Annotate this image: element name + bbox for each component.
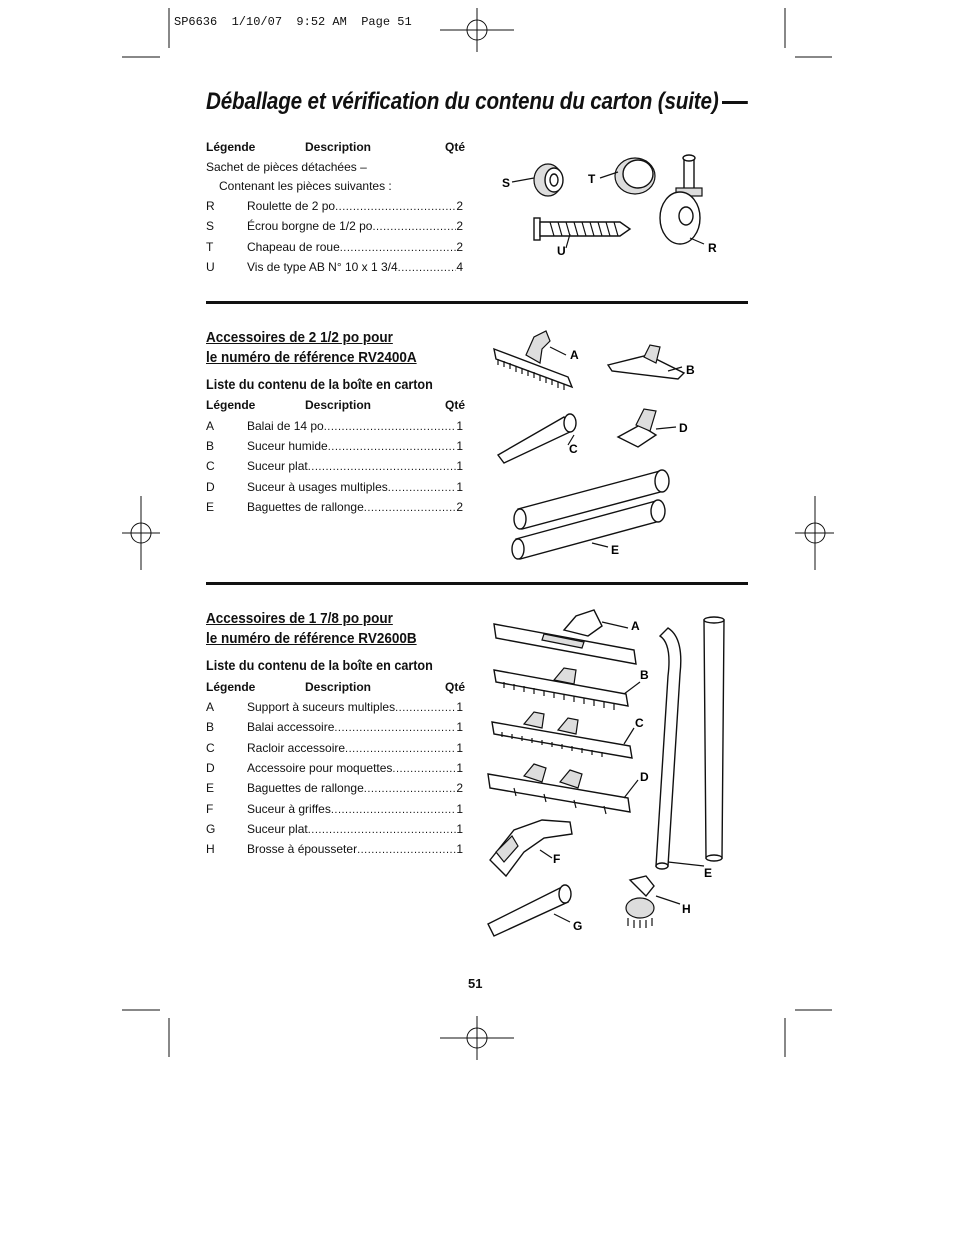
col-description: Description (305, 140, 372, 154)
item-key: T (206, 239, 214, 254)
floor-brush-icon (494, 331, 572, 390)
item-description: Racloir accessoire (247, 740, 346, 755)
label-s: S (502, 176, 511, 190)
item-key: E (206, 781, 215, 796)
item-description-line (247, 480, 463, 494)
item-description-line (247, 802, 463, 816)
item-description-line (247, 419, 463, 433)
item-description: Baguettes de rallonge (247, 781, 364, 796)
item-qty: 4 (456, 259, 463, 274)
accessory-brush-icon (494, 668, 628, 710)
item-key: A (206, 700, 215, 714)
item-qty: 2 (456, 499, 463, 514)
list-item (0, 802, 954, 818)
table-header (0, 140, 954, 156)
label-b: B (686, 363, 695, 377)
item-qty: 2 (456, 199, 463, 213)
item-key: B (206, 720, 215, 735)
item-description-line (247, 700, 463, 714)
item-qty: 1 (456, 479, 463, 494)
leader-dots (308, 824, 457, 836)
item-description: Balai accessoire (247, 720, 335, 735)
wet-nozzle-icon (608, 345, 684, 379)
item-key: S (206, 219, 215, 234)
multi-nozzle-holder-icon (494, 610, 636, 664)
leader-dots (331, 804, 456, 816)
multi-use-nozzle-icon (618, 409, 656, 447)
item-description-line (247, 500, 463, 514)
leader-dots (308, 461, 457, 473)
screw-icon (534, 218, 630, 240)
label-e: E (611, 543, 620, 557)
list-item (0, 219, 954, 235)
item-key: F (206, 801, 214, 816)
extension-wands-icon (512, 470, 669, 559)
leader-dots (395, 702, 456, 714)
item-qty: 1 (456, 801, 463, 816)
label-e: E (704, 866, 713, 880)
item-description-line (247, 781, 463, 795)
item-description: Vis de type AB N° 10 x 1 3/4 (247, 259, 398, 274)
leader-dots (335, 201, 456, 213)
item-description-line (247, 199, 463, 213)
col-qty: Qté (445, 140, 466, 154)
item-description: Support à suceurs multiples (247, 700, 396, 714)
item-qty: 1 (456, 419, 463, 433)
page-number: 51 (468, 976, 483, 991)
carpet-tool-icon (488, 764, 630, 814)
item-description: Brosse à épousseter (247, 842, 358, 857)
item-description: Suceur humide (247, 439, 328, 454)
item-description-line (247, 761, 463, 775)
leader-dots (340, 242, 457, 254)
item-description: Balai de 14 po (247, 419, 324, 433)
claw-nozzle-icon (490, 820, 572, 876)
item-key: U (206, 259, 215, 274)
leader-dots (372, 221, 456, 233)
label-u: U (557, 244, 566, 258)
list-item (0, 822, 954, 838)
hardware-illustration (490, 150, 730, 270)
item-qty: 1 (456, 760, 463, 775)
item-key: B (206, 439, 215, 454)
item-description-line (247, 240, 463, 254)
list-item (0, 459, 954, 475)
item-description: Chapeau de roue (247, 239, 340, 254)
item-qty: 2 (456, 239, 463, 254)
label-g: G (573, 919, 583, 933)
section-title: Accessoires de 1 7/8 po pour le numéro de référence RV2600B (206, 610, 417, 647)
label-d: D (679, 421, 688, 435)
item-description-line (247, 260, 463, 274)
label-c: C (569, 442, 578, 456)
label-r: R (708, 241, 717, 255)
label-a: A (631, 619, 640, 633)
list-item (0, 720, 954, 736)
section-title: Accessoires de 2 1/2 po pour le numéro de référence RV2400A (206, 329, 417, 366)
item-description-line (247, 842, 463, 856)
table-header: Légende Description Qté (206, 680, 466, 694)
item-qty: 1 (456, 700, 463, 714)
extension-wand-curved-icon (656, 628, 681, 869)
item-description-line (247, 822, 463, 836)
label-a: A (570, 348, 579, 362)
item-description: Suceur plat (247, 459, 308, 474)
item-qty: 1 (456, 842, 463, 857)
item-key: C (206, 740, 215, 755)
section-divider (206, 582, 748, 585)
item-description: Baguettes de rallonge (247, 499, 364, 514)
list-item (0, 199, 954, 215)
accessories-2-5-illustration (488, 325, 728, 570)
acorn-nut-icon (534, 164, 563, 196)
print-slug: SP6636 1/10/07 9:52 AM Page 51 (174, 15, 412, 29)
item-key: C (206, 459, 215, 474)
list-item (0, 260, 954, 276)
leader-dots (398, 262, 457, 274)
leader-dots (357, 844, 456, 856)
list-item (0, 781, 954, 797)
item-qty: 1 (456, 821, 463, 836)
item-description-line (247, 720, 463, 734)
dusting-brush-icon (626, 876, 654, 928)
leader-dots (364, 783, 457, 795)
label-c: C (635, 716, 644, 730)
item-description-line (247, 439, 463, 453)
item-key: E (206, 499, 215, 514)
list-item (0, 240, 954, 256)
crevice-tool-icon (488, 885, 571, 936)
leader-dots (328, 441, 457, 453)
caster-wheel-icon (660, 155, 702, 244)
item-key: H (206, 842, 215, 857)
label-h: H (682, 902, 691, 916)
section-subtitle: Liste du contenu de la boîte en carton (206, 376, 433, 392)
crevice-tool-icon (498, 414, 576, 463)
accessories-1-7-8-illustration (484, 604, 734, 944)
item-key: R (206, 199, 215, 213)
extension-wand-straight-icon (704, 617, 724, 861)
label-d: D (640, 770, 649, 784)
section-divider (206, 301, 748, 304)
leader-dots (324, 421, 457, 433)
item-qty: 1 (456, 720, 463, 735)
leader-dots (392, 763, 456, 775)
item-description: Accessoire pour moquettes (247, 760, 393, 775)
item-description: Écrou borgne de 1/2 po (247, 219, 373, 234)
label-b: B (640, 668, 649, 682)
leader-dots (334, 722, 456, 734)
item-qty: 1 (456, 459, 463, 474)
leader-dots (345, 743, 456, 755)
item-qty: 2 (456, 781, 463, 796)
item-key: G (206, 821, 216, 836)
squeegee-icon (492, 712, 632, 758)
label-t: T (588, 172, 596, 186)
list-item (0, 700, 954, 716)
label-f: F (553, 852, 561, 866)
item-description: Suceur à griffes (247, 801, 331, 816)
list-item (0, 480, 954, 496)
list-item (0, 500, 954, 516)
list-item (0, 741, 954, 757)
list-item (0, 761, 954, 777)
table-header: Légende Description Qté (206, 398, 466, 412)
intro-line: Sachet de pièces détachées – (206, 160, 367, 174)
item-qty: 2 (456, 219, 463, 234)
intro-line: Contenant les pièces suivantes : (219, 179, 392, 193)
list-item (0, 842, 954, 858)
item-description: Suceur plat (247, 821, 308, 836)
item-description-line (247, 219, 463, 233)
list-item (0, 419, 954, 435)
page-title: Déballage et vérification du contenu du carton (suite) (206, 88, 748, 116)
section-subtitle: Liste du contenu de la boîte en carton (206, 657, 433, 673)
item-description: Suceur à usages multiples (247, 479, 388, 494)
item-description: Roulette de 2 po (247, 199, 336, 213)
leader-dots (364, 502, 457, 514)
item-key: D (206, 479, 215, 494)
list-item (0, 439, 954, 455)
item-description-line (247, 459, 463, 473)
item-key: A (206, 419, 215, 433)
wheel-cap-icon (615, 158, 655, 194)
item-description-line (247, 741, 463, 755)
title-dash (722, 101, 748, 104)
leader-dots (388, 482, 457, 494)
item-qty: 1 (456, 439, 463, 454)
item-qty: 1 (456, 740, 463, 755)
col-legend: Légende (206, 140, 256, 154)
item-key: D (206, 760, 215, 775)
